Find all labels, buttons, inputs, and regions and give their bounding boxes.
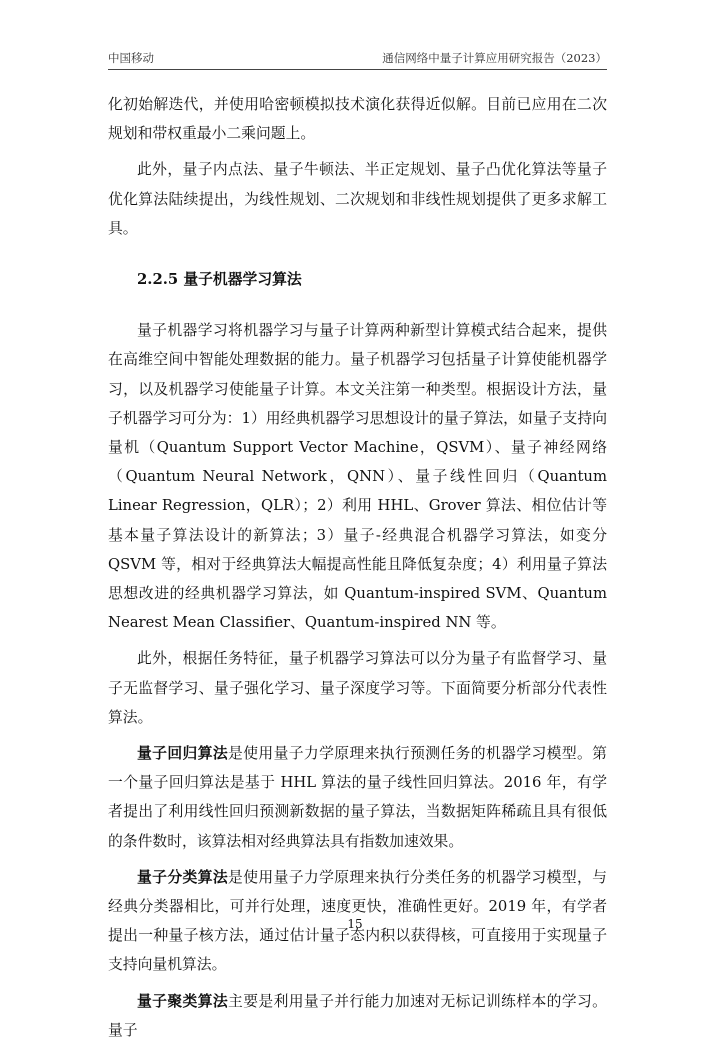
term-quantum-classification: 量子分类算法: [137, 868, 229, 886]
page-number: 15: [347, 917, 363, 931]
header-org: 中国移动: [108, 51, 154, 65]
text-quantum-clustering: 主要是利用量子并行能力加速对无标记训练样本的学习。量子: [108, 992, 607, 1039]
paragraph-optimization-summary: 此外，量子内点法、量子牛顿法、半正定规划、量子凸优化算法等量子优化算法陆续提出，为线性规划、二次规划和非线性规划提供了更多求解工具。: [108, 161, 607, 237]
paragraph-quantum-clustering: [108, 987, 607, 1045]
term-quantum-clustering: 量子聚类算法: [137, 992, 229, 1010]
text-quantum-classification: 是使用量子力学原理来执行分类任务的机器学习模型，与经典分类器相比，可并行处理，速度更快，准确性更好。2019 年，有学者提出一种量子核方法，通过估计量子态内积以获得核，可直接用于实现量子支持向量机算法。: [108, 868, 607, 974]
paragraph-continuation: 化初始解迭代，并使用哈密顿模拟技术演化获得近似解。目前已应用在二次规划和带权重最小二乘问题上。: [108, 96, 607, 143]
paragraph-qml-intro: 量子机器学习将机器学习与量子计算两种新型计算模式结合起来，提供在高维空间中智能处理数据的能力。量子机器学习包括量子计算使能机器学习，以及机器学习使能量子计算。本文关注第一种类型。根据设计方法，量子机器学习可分为：1）用经典机器学习思想设计的量子算法，如量子支持向量机（Quantum Support Vector Machine，QSVM）、量子神经网络（Quantum Neural Network，QNN）、量子线性回归（Quantum Linear Regression，QLR）；2）利用 HHL、Grover 算法、相位估计等基本量子算法设计的新算法；3）量子-经典混合机器学习算法，如变分 QSVM 等，相对于经典算法大幅提高性能且降低复杂度；4）利用量子算法思想改进的经典机器学习算法，如 Quantum-inspired SVM、Quantum Nearest Mean Classifier、Quantum-inspired NN 等。: [108, 322, 607, 632]
page-header: [108, 48, 607, 68]
paragraph-quantum-regression: [108, 739, 607, 856]
paragraph-qml-categories: 此外，根据任务特征，量子机器学习算法可以分为量子有监督学习、量子无监督学习、量子强化学习、量子深度学习等。下面简要分析部分代表性算法。: [108, 650, 607, 726]
header-report-title: 通信网络中量子计算应用研究报告（2023）: [382, 51, 607, 65]
term-quantum-regression: 量子回归算法: [137, 745, 229, 763]
page-body: [108, 90, 607, 1045]
text-quantum-regression: 是使用量子力学原理来执行预测任务的机器学习模型。第一个量子回归算法是基于 HHL 算法的量子线性回归算法。2016 年，有学者提出了利用线性回归预测新数据的量子算法，当数据矩阵稀疏且具有很低的条件数时，该算法相对经典算法具有指数加速效果。: [108, 745, 607, 850]
section-heading: 2.2.5 量子机器学习算法: [137, 271, 302, 289]
header-divider: [108, 69, 607, 70]
